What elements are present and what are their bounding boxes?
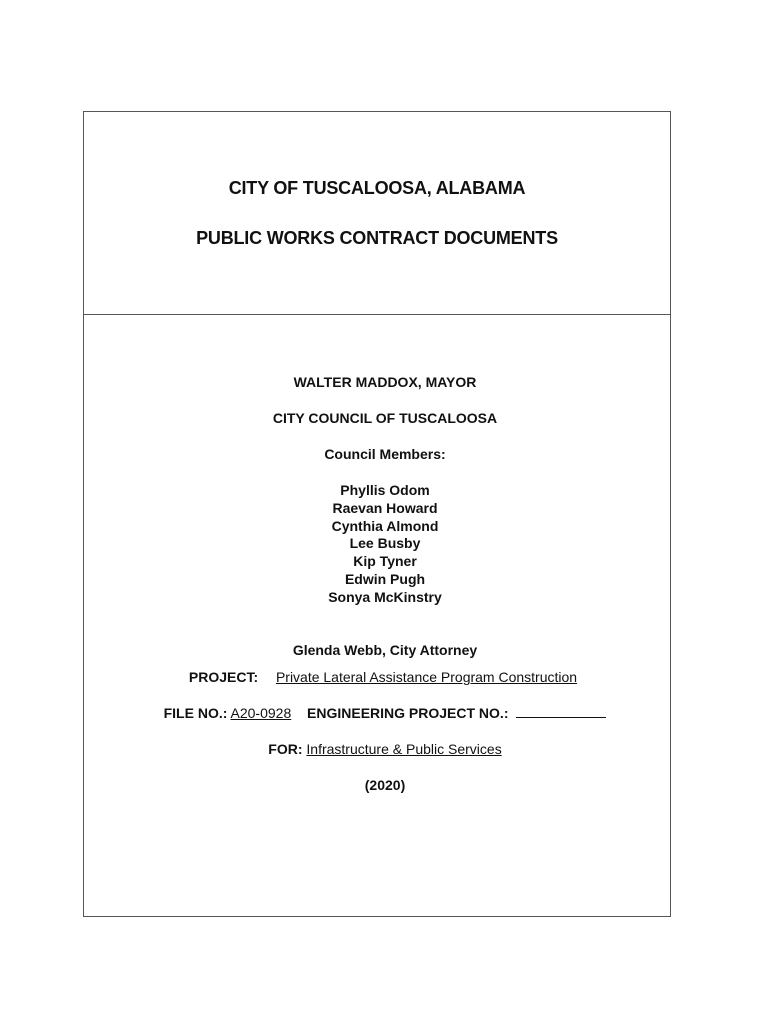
council-members-list: [0, 482, 770, 607]
council-member: Raevan Howard: [332, 499, 438, 516]
project-label: PROJECT:: [188, 669, 259, 685]
for-line: [0, 741, 770, 757]
mayor-line: WALTER MADDOX, MAYOR: [293, 374, 477, 390]
council-member: Lee Busby: [349, 535, 421, 552]
council-member: Sonya McKinstry: [328, 588, 442, 605]
file-number-line: [0, 705, 770, 721]
title-section: [84, 112, 670, 315]
council-member: Cynthia Almond: [331, 517, 439, 534]
document-title: PUBLIC WORKS CONTRACT DOCUMENTS: [196, 228, 558, 248]
for-value: Infrastructure & Public Services: [306, 741, 502, 757]
council-member: Kip Tyner: [353, 553, 417, 570]
engineering-project-blank: [516, 705, 606, 718]
city-title: CITY OF TUSCALOOSA, ALABAMA: [228, 178, 526, 198]
for-label: FOR:: [268, 741, 303, 757]
engineering-project-label: ENGINEERING PROJECT NO.:: [307, 705, 509, 721]
file-number-label: FILE NO.:: [163, 705, 228, 721]
council-member: Phyllis Odom: [340, 482, 430, 498]
council-members-label: Council Members:: [324, 446, 446, 462]
year-line: (2020): [364, 777, 406, 793]
project-line: [0, 669, 770, 685]
project-value: Private Lateral Assistance Program Construction: [275, 669, 578, 685]
file-number-value: A20-0928: [230, 705, 292, 721]
city-attorney-line: Glenda Webb, City Attorney: [292, 642, 478, 658]
council-member: Edwin Pugh: [344, 570, 426, 587]
council-line: CITY COUNCIL OF TUSCALOOSA: [272, 410, 498, 426]
